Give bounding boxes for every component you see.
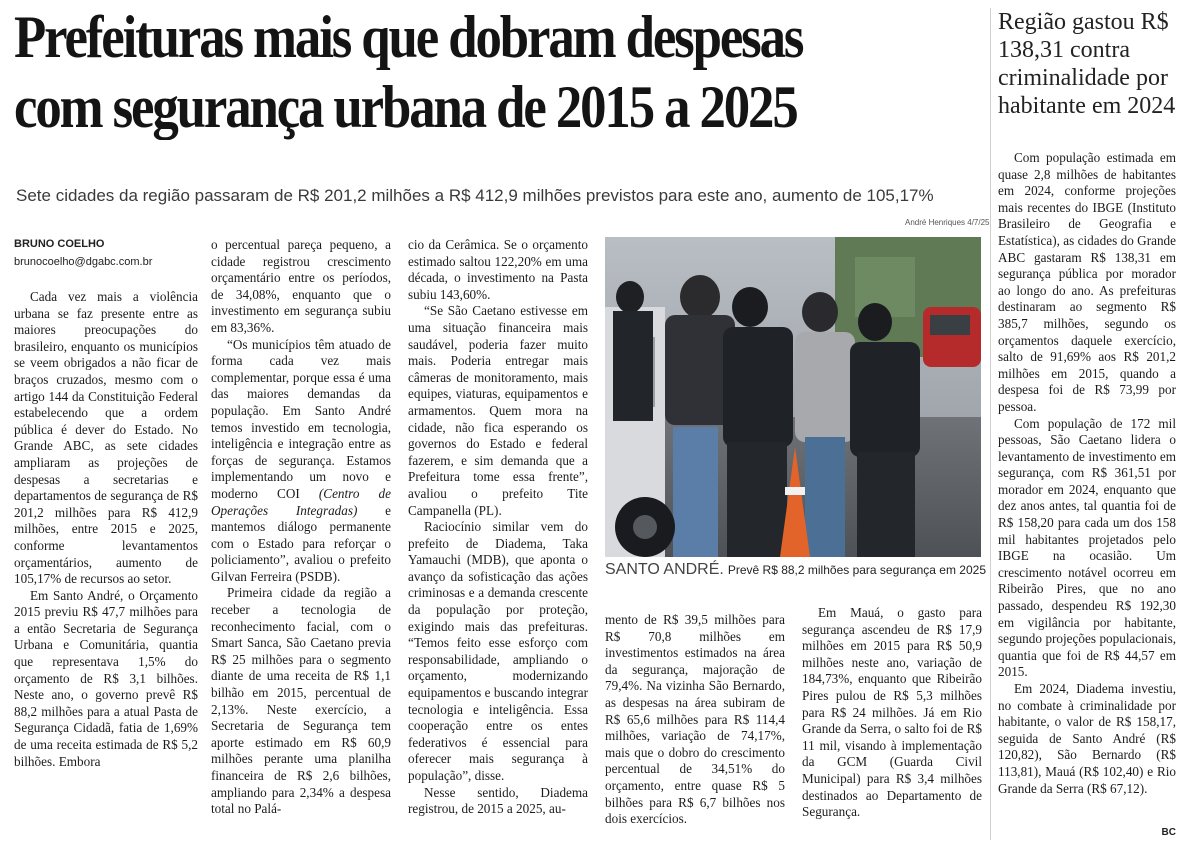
paragraph: “Se São Caetano estivesse em uma situação financeira mais saudável, poderia fazer muito mais. Poderia entregar mais câmeras de monitoramento, mais equipes, viaturas, equipamentos e armamentos. Quem mora na cidade, não fica esperando os governos do Estado e federal fazerem, e sim demanda que a Prefeitura tome essa frente”, avaliou o prefeito Tite Campanella (PL). [408, 303, 588, 518]
author-initials: BC [1161, 827, 1176, 838]
article-column-1 [14, 289, 198, 839]
sidebar-body [998, 150, 1176, 840]
quote-text: “Os municípios têm atuado de forma cada vez mais complementar, porque essa é uma das maiores demandas da população. Em Santo André temos investido em tecnologia, inteligência e integração entre as forças de segurança. Estamos implementando um novo e moderno COI [211, 336, 391, 501]
news-photo [605, 237, 981, 557]
headline [14, 2, 868, 142]
photo-caption [605, 561, 985, 579]
italic-term: (Centro de Operações Integradas) [211, 485, 391, 518]
caption-place: SANTO ANDRÉ. [605, 561, 724, 578]
paragraph: Nesse sentido, Diadema registrou, de 2015 a 2025, au- [408, 784, 588, 817]
paragraph [211, 337, 391, 586]
paragraph: Cada vez mais a violência urbana se faz presente entre as maiores preocupações do brasileiro, enquanto os municípios se veem obrigados a não ficar de braços cruzados, mesmo com o artigo 144 da Constituição Federal estabelecendo que a ordem pública é dever do Estado. No Grande ABC, as sete cidades ampliaram as projeções de despesas a secretarias e departamentos de segurança de R$ 201,2 milhões para R$ 412,9 milhões, entre 2015 e 2025, conforme levantamentos orçamentários, aumento de 105,17% de recursos ao setor. [14, 289, 198, 587]
paragraph: Em Santo André, o Orçamento 2015 previu R$ 47,7 milhões para a então Secretaria de Segurança Urbana e Comunitária, quantia que representava 1,5% do orçamento de R$ 3,1 bilhões. Neste ano, o governo prevê R$ 88,2 milhões para a atual Pasta de Segurança Cidadã, fatia de 1,69% de uma receita estimada de R$ 5,2 bilhões. Embora [14, 587, 198, 769]
article-column-4 [605, 612, 785, 840]
paragraph: Raciocínio similar vem do prefeito de Diadema, Taka Yamauchi (MDB), que aponta o avanço da sofisticação das ações criminosas e a demanda crescente da população por proteção, exigindo mais das prefeituras. “Temos feito esse esforço com responsabilidade, ampliando o orçamento, modernizando equipamentos e buscando integrar tecnologia e inteligência. Essa cooperação entre os entes federativos é essencial para oferecer mais segurança à população”, disse. [408, 519, 588, 783]
police-scene-illustration [605, 237, 981, 557]
article-column-5 [802, 605, 982, 840]
paragraph: Em Mauá, o gasto para segurança ascendeu de R$ 17,9 milhões em 2015 para R$ 50,9 milhões neste ano, variação de 184,73%, enquanto que Ribeirão Pires pulou de R$ 5,3 milhões para R$ 24 milhões. Já em Rio Grande da Serra, o salto foi de R$ 11 mil, visando à implementação da GCM (Guarda Civil Municipal) para R$ 3,4 milhões destinados ao Departamento de Segurança. [802, 605, 982, 820]
sidebar-title: Região gastou R$ 138,31 contra criminalidade por habitante em 2024 [998, 9, 1176, 119]
headline-line-2: com segurança urbana de 2015 a 2025 [14, 74, 797, 140]
photo-credit: André Henriques 4/7/25 [905, 218, 990, 227]
column-divider [990, 8, 991, 840]
byline-email[interactable]: brunocoelho@dgabc.com.br [14, 256, 153, 268]
subheadline: Sete cidades da região passaram de R$ 201,2 milhões a R$ 412,9 milhões previstos para este ano, aumento de 105,17% [16, 186, 934, 205]
paragraph: Com população de 172 mil pessoas, São Caetano lidera o levantamento de investimento em segurança, com R$ 361,51 por morador em 2024, enquanto que dez anos antes, tal quantia foi de R$ 158,20 para cada um dos 158 mil habitantes projetados pelo IBGE na ocasião. Um crescimento notável ocorreu em Ribeirão Pires, que no ano passado, despendeu R$ 192,30 em vigilância por habitante, segundo projeções populacionais, quantia que foi de R$ 44,57 em 2015. [998, 415, 1176, 680]
paragraph: Primeira cidade da região a receber a tecnologia de reconhecimento facial, com o Smart Sanca, São Caetano previa R$ 25 milhões para o segmento diante de uma receita de R$ 1,1 bilhão em 2015, percentual de 2,13%. Neste exercício, a Secretaria de Segurança tem aporte estimado em R$ 60,9 milhões perante uma planilha financeira de R$ 2,6 bilhões, ampliando para 2,34% a despesa total no Palá- [211, 585, 391, 817]
caption-text: Prevê R$ 88,2 milhões para segurança em 2025 [727, 563, 986, 577]
paragraph: Em 2024, Diadema investiu, no combate à criminalidade por habitante, o valor de R$ 158,17, seguida de Santo André (R$ 120,82), São Bernardo (R$ 113,81), Mauá (R$ 102,40) e Rio Grande da Serra (R$ 67,12). [998, 681, 1176, 796]
paragraph: cio da Cerâmica. Se o orçamento estimado saltou 122,20% em uma década, o investimento na Pasta subiu 143,60%. [408, 237, 588, 302]
paragraph: Com população estimada em quase 2,8 milhões de habitantes em 2024, conforme projeções mais recentes do IBGE (Instituto Brasileiro de Geografia e Estatística), as cidades do Grande ABC gastaram R$ 138,31 em segurança pública por morador ao longo do ano. As prefeituras destinaram ao segmento R$ 385,7 milhões, segundo os orçamentos daquele exercício, salto de 91,69% aos R$ 201,2 milhões em 2015, quando a despesa foi de R$ 73,99 por pessoa. [998, 150, 1176, 414]
article-column-3 [408, 237, 588, 839]
quote-text-continued: e mantemos diálogo permanente com o Estado para reforçar o policiamento”, avaliou o prefeito Gilvan Ferreira (PSDB). [211, 502, 391, 584]
paragraph: o percentual pareça pequeno, a cidade registrou crescimento orçamentário entre os períodos, de 34,08%, enquanto que o investimento em segurança subiu em 83,36%. [211, 237, 391, 335]
article-column-2 [211, 237, 391, 839]
paragraph: mento de R$ 39,5 milhões para R$ 70,8 milhões em investimentos estimados na área da segurança, majoração de 79,4%. Na vizinha São Bernardo, as despesas na área subiram de R$ 65,6 milhões para R$ 114,4 milhões, variação de 74,17%, mais que o dobro do crescimento percentual de 34,51% do orçamento, entre quase R$ 5 bilhões para R$ 6,7 bilhões nos dois exercícios. [605, 612, 785, 827]
byline-author: BRUNO COELHO [14, 238, 105, 250]
headline-line-1: Prefeituras mais que dobram despesas [14, 4, 803, 70]
